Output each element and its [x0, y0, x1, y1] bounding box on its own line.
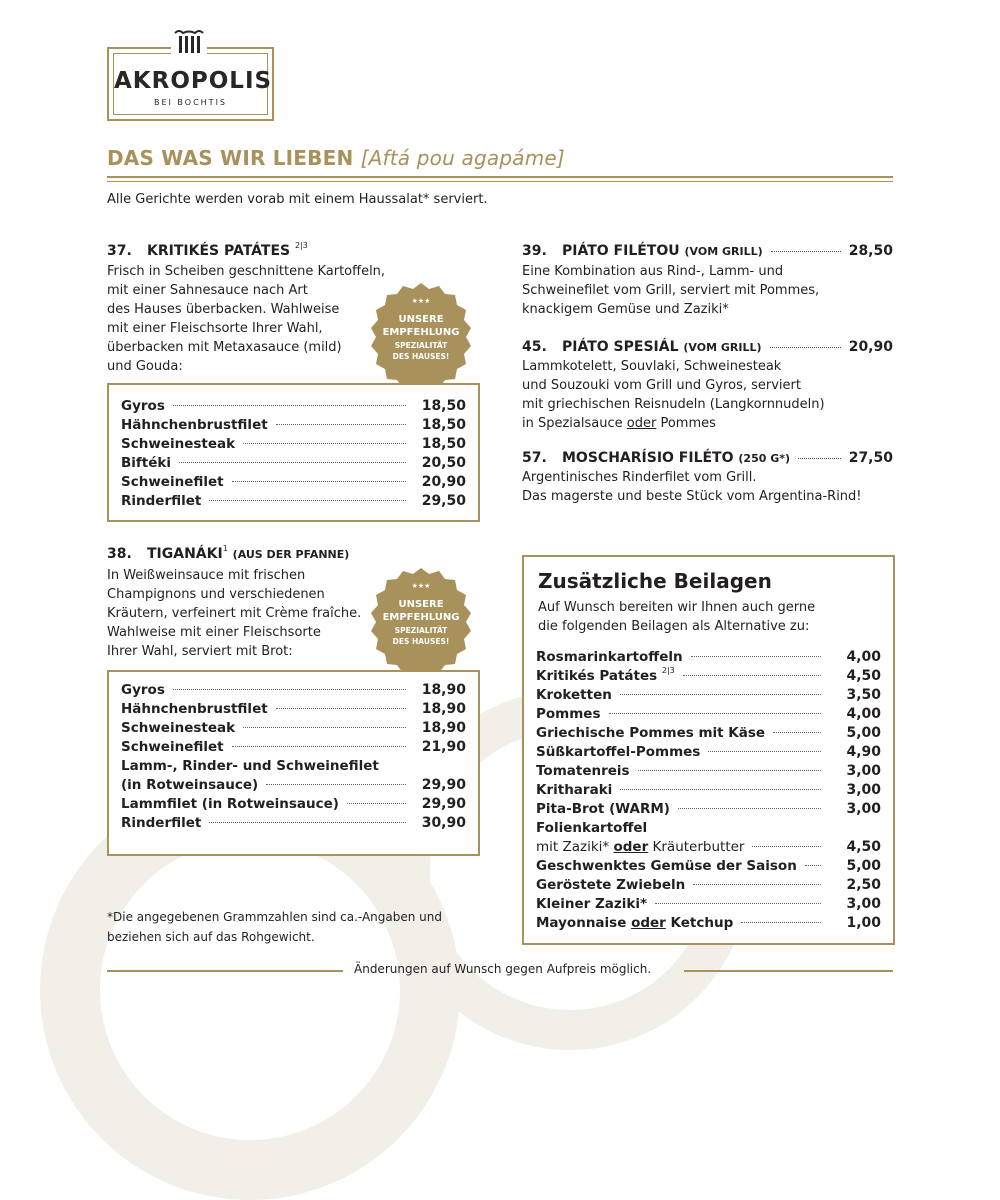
- page-title: DAS WAS WIR LIEBEN [Aftá pou agapáme]: [107, 146, 565, 170]
- price-row: Pommes 4,00: [536, 706, 881, 722]
- badge-stars: ★★★: [411, 297, 431, 305]
- dish-45-heading: 45. PIÁTO SPESIÁL (VOM GRILL) 20,90: [522, 339, 893, 355]
- side-dishes-box: [522, 555, 895, 945]
- badge-line: SPEZIALITÄT: [394, 626, 448, 635]
- dish-45-description: Lammkotelett, Souvlaki, Schweinesteak und Souzouki vom Grill und Gyros, serviert mit griechischen Reisnudeln (Langkornnudeln) in Spezialsauce oder Pommes: [522, 359, 825, 431]
- badge-stars: ★★★: [411, 582, 431, 590]
- price-row: Hähnchenbrustfilet 18,90: [121, 701, 466, 717]
- badge-line: EMPFEHLUNG: [382, 327, 460, 338]
- footer-rule-left: [107, 970, 343, 972]
- badge-line: EMPFEHLUNG: [382, 612, 460, 623]
- side-dishes-title: Zusätzliche Beilagen: [538, 569, 772, 593]
- price-row: Tomatenreis 3,00: [536, 763, 881, 779]
- badge-line: UNSERE: [398, 599, 444, 610]
- dish-38-description: In Weißweinsauce mit frischen Champignons und verschiedenen Kräutern, verfeinert mit Crème fraîche. Wahlweise mit einer Fleischsorte Ihrer Wahl, serviert mit Brot:: [107, 568, 362, 659]
- logo: [107, 47, 274, 121]
- price-row: Griechische Pommes mit Käse 5,00: [536, 725, 881, 741]
- logo-subtitle: BEI BOCHTIS: [153, 98, 227, 107]
- price-row: Süßkartoffel-Pommes 4,90: [536, 744, 881, 760]
- price-row: Schweinesteak 18,50: [121, 436, 466, 452]
- price-row: Folienkartoffel: [536, 820, 648, 836]
- price-row: Rinderfilet 30,90: [121, 815, 466, 831]
- price-row: Kroketten 3,50: [536, 687, 881, 703]
- logo-name: AKROPOLIS: [114, 68, 273, 94]
- price-row: Rinderfilet 29,50: [121, 493, 466, 509]
- footer-rule-right: [684, 970, 893, 972]
- price-row: Schweinefilet 21,90: [121, 739, 466, 755]
- price-row: Pita-Brot (WARM) 3,00: [536, 801, 881, 817]
- dish-57-description: Argentinisches Rinderfilet vom Grill. Das magerste und beste Stück vom Argentina-Rind!: [522, 470, 862, 504]
- price-row: Hähnchenbrustfilet 18,50: [121, 417, 466, 433]
- recommendation-badge: [367, 568, 475, 676]
- divider: [107, 176, 893, 178]
- badge-line: SPEZIALITÄT: [394, 341, 448, 350]
- price-row: Lamm-, Rinder- und Schweinefilet: [121, 758, 379, 774]
- badge-line: DES HAUSES!: [392, 637, 450, 646]
- dish-57-heading: 57. MOSCHARÍSIO FILÉTO (250 G*) 27,50: [522, 450, 893, 466]
- price-row: Lammfilet (in Rotweinsauce) 29,90: [121, 796, 466, 812]
- footer-text: Änderungen auf Wunsch gegen Aufpreis möglich.: [354, 962, 652, 976]
- dish-38-heading: 38. TIGANÁKI$^1$ (AUS DER PFANNE): [107, 544, 350, 562]
- price-row: Geröstete Zwiebeln 2,50: [536, 877, 881, 893]
- dish-37-description: Frisch in Scheiben geschnittene Kartoffeln, mit einer Sahnesauce nach Art des Hauses überbacken. Wahlweise mit einer Fleischsorte Ihrer Wahl, überbacken mit Metaxasauce (mild) und Gouda:: [107, 264, 386, 374]
- price-row: mit Zaziki* oder Kräuterbutter 4,50: [536, 839, 881, 855]
- dish-39-heading: 39. PIÁTO FILÉTOU (VOM GRILL) 28,50: [522, 243, 893, 259]
- badge-line: DES HAUSES!: [392, 352, 450, 361]
- price-row: Gyros 18,50: [121, 398, 466, 414]
- dish-37-heading: 37. KRITIKÉS PATÁTES $^{2|3}$: [107, 241, 308, 259]
- price-row: Mayonnaise oder Ketchup 1,00: [536, 915, 881, 931]
- price-row: Biftéki 20,50: [121, 455, 466, 471]
- price-row: Rosmarinkartoffeln 4,00: [536, 649, 881, 665]
- price-row: Kritharaki 3,00: [536, 782, 881, 798]
- dish-37-price-box: [107, 383, 480, 522]
- recommendation-badge: [367, 283, 475, 391]
- columns-icon: [171, 29, 207, 55]
- divider: [107, 181, 893, 182]
- price-row: Geschwenktes Gemüse der Saison 5,00: [536, 858, 881, 874]
- side-dishes-description: Auf Wunsch bereiten wir Ihnen auch gerne die folgenden Beilagen als Alternative zu:: [538, 600, 816, 634]
- intro-text: Alle Gerichte werden vorab mit einem Haussalat* serviert.: [107, 192, 488, 207]
- dish-38-price-box: [107, 670, 480, 856]
- price-row: Kritikés Patátes $^{2|3}$ 4,50: [536, 666, 881, 684]
- price-row: Kleiner Zaziki* 3,00: [536, 896, 881, 912]
- price-row: Schweinefilet 20,90: [121, 474, 466, 490]
- badge-line: UNSERE: [398, 314, 444, 325]
- footnote: *Die angegebenen Grammzahlen sind ca.-Angaben und beziehen sich auf das Rohgewicht.: [107, 910, 442, 944]
- price-row: (in Rotweinsauce) 29,90: [121, 777, 466, 793]
- dish-39-description: Eine Kombination aus Rind-, Lamm- und Schweinefilet vom Grill, serviert mit Pommes, knackigem Gemüse und Zaziki*: [522, 264, 820, 317]
- price-row: Gyros 18,90: [121, 682, 466, 698]
- price-row: Schweinesteak 18,90: [121, 720, 466, 736]
